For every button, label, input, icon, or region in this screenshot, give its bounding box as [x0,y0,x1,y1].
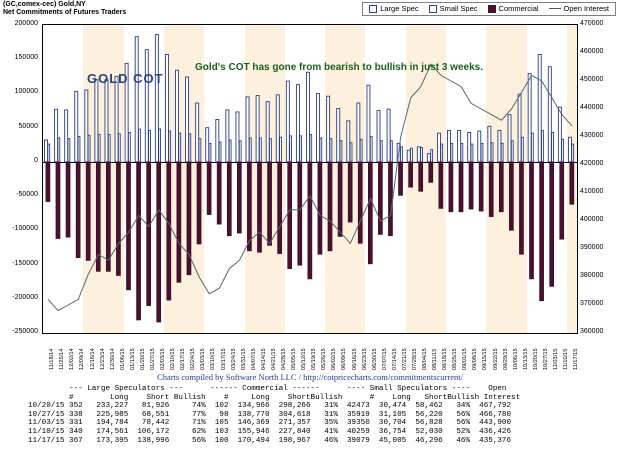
bar-large-spec [538,54,541,161]
bar-commercial [86,162,90,261]
legend-item [429,4,478,13]
table-row: 11/03/15 331 194,784 78,442 71% 105 146,369 271,357 35% 39350 30,704 56,828 56% 443,900 [28,419,512,428]
x-tick-label: 06/23/15 [361,348,368,370]
bar-small-spec [310,135,312,162]
x-tick-label: 12/16/14 [89,348,96,370]
bar-large-spec [337,109,340,162]
x-tick-label: 09/15/15 [482,348,489,370]
bar-small-spec [421,148,423,162]
x-tick-label: 01/13/15 [129,348,136,370]
bar-large-spec [266,102,269,162]
x-tick-label: 07/14/15 [391,348,398,370]
x-tick-label: 10/27/15 [542,348,549,370]
bar-small-spec [380,141,382,162]
bar-commercial [46,162,50,202]
x-tick-label: 04/07/15 [250,348,257,370]
bar-small-spec [270,139,272,162]
x-tick-label: 06/09/15 [341,348,348,370]
bar-commercial [207,162,211,215]
x-tick-label: 09/01/15 [462,348,469,370]
bar-large-spec [448,130,451,161]
subtitle-label: Net Commitments of Futures Traders [3,9,127,16]
bar-large-spec [367,85,370,162]
bar-commercial [358,162,362,243]
bar-commercial [126,162,130,290]
bar-commercial [76,162,80,258]
bar-commercial [177,162,181,282]
x-tick-label: 04/21/15 [270,348,277,370]
square-outline-icon [429,5,437,13]
y-tick-label-left: -200000 [12,293,38,301]
bar-commercial [550,162,554,287]
x-tick-label: 07/21/15 [401,348,408,370]
x-tick-label: 08/25/15 [452,348,459,370]
legend-label: Small Spec [439,4,478,13]
x-tick-label: 12/30/14 [109,348,116,370]
bar-small-spec [390,141,392,162]
square-outline-icon [369,5,377,13]
bar-large-spec [528,74,531,162]
chart-annotation: Gold's COT has gone from bearish to bullish in just 3 weeks. [195,62,483,73]
bar-small-spec [169,131,171,162]
bar-commercial [227,162,231,236]
legend-label: Open Interest [563,4,609,13]
bar-small-spec [481,143,483,161]
bar-large-spec [216,119,219,161]
x-tick-label: 10/20/15 [532,348,539,370]
bar-large-spec [95,80,98,162]
bar-large-spec [327,96,330,162]
bar-large-spec [347,121,350,162]
x-tick-label: 03/03/15 [200,348,207,370]
bar-commercial [479,162,483,211]
bar-small-spec [199,139,201,162]
x-tick-label: 09/29/15 [502,348,509,370]
y-tick-label-right: 450000 [580,76,604,83]
bar-commercial [318,162,322,254]
x-tick-label: 11/18/14 [49,348,56,370]
bar-small-spec [340,141,342,162]
bar-large-spec [568,137,571,162]
x-tick-label: 05/19/15 [311,348,318,370]
bar-small-spec [149,130,151,161]
bar-commercial [66,162,70,237]
bar-large-spec [498,130,501,161]
bar-small-spec [542,130,544,161]
bar-small-spec [118,134,120,162]
bar-large-spec [165,54,168,161]
legend-label: Commercial [498,4,539,13]
bar-commercial [197,162,201,244]
x-tick-label: 12/02/14 [69,348,76,370]
bar-large-spec [387,109,390,162]
legend-item [488,4,539,13]
bar-small-spec [209,143,211,161]
x-tick-label: 08/18/15 [442,348,449,370]
bar-large-spec [407,150,410,162]
bar-large-spec [508,115,511,162]
bar-commercial [459,162,463,212]
bar-small-spec [461,143,463,161]
x-tick-label: 06/16/15 [351,348,358,370]
bar-commercial [529,162,533,279]
bar-large-spec [488,126,491,162]
bar-commercial [429,162,433,183]
bar-small-spec [360,139,362,162]
bar-small-spec [139,129,141,162]
bar-small-spec [179,133,181,162]
x-tick-label: 03/24/15 [230,348,237,370]
bar-small-spec [471,144,473,162]
bar-large-spec [478,131,481,162]
table-row: 10/20/15 352 233,227 81,926 74% 102 134,966 298,266 31% 42473 30,474 58,462 34% 467,792 [28,402,512,411]
bar-large-spec [458,130,461,161]
x-tick-label: 10/13/15 [522,348,529,370]
x-tick-label: 10/06/15 [512,348,519,370]
bar-large-spec [65,110,68,162]
bar-large-spec [115,76,118,162]
bar-large-spec [236,112,239,162]
bar-commercial [388,162,392,236]
x-tick-label: 02/24/15 [190,348,197,370]
x-tick-label: 12/09/14 [79,348,86,370]
y-tick-label-left: 100000 [14,88,38,96]
x-tick-label: 09/08/15 [472,348,479,370]
bar-commercial [288,162,292,269]
bar-commercial [338,162,342,237]
bar-large-spec [276,95,279,162]
bar-large-spec [45,140,48,162]
bar-commercial [399,162,403,196]
y-tick-label-right: 470000 [580,20,604,27]
y-tick-label-left: 0 [34,156,38,164]
bar-small-spec [572,144,574,162]
bar-commercial [157,162,161,322]
bar-commercial [167,162,171,300]
table-group-header: --- Large Speculators --- ------ Commercial ------ ---- Small Speculators ---- Open [28,385,507,393]
bar-commercial [519,162,523,254]
x-tick-label: 06/30/15 [371,348,378,370]
bar-commercial [570,162,574,204]
bar-commercial [116,162,120,276]
legend-item [549,4,609,13]
bar-large-spec [548,67,551,162]
bar-commercial [378,162,382,235]
chart-header [0,0,620,24]
bar-small-spec [68,139,70,162]
bar-small-spec [491,143,493,162]
bar-commercial [278,162,282,254]
bar-large-spec [186,77,189,162]
x-tick-label: 12/23/14 [99,348,106,370]
bar-large-spec [105,80,108,162]
y-tick-label-left: -100000 [12,225,38,233]
bar-small-spec [249,138,251,162]
bar-small-spec [531,133,533,162]
y-tick-label-left: 200000 [14,20,38,27]
bar-small-spec [330,139,332,162]
bar-large-spec [286,81,289,162]
bar-large-spec [518,94,521,162]
table-column-header: # Long Short Bullish # Long ShortBullish # Long ShortBullish Interest [28,393,521,402]
bar-large-spec [377,111,380,162]
bar-large-spec [226,110,229,162]
bar-commercial [409,162,413,187]
bar-small-spec [441,144,443,162]
bar-commercial [348,162,352,222]
x-tick-label: 09/22/15 [492,348,499,370]
y-tick-label-right: 410000 [580,188,604,195]
x-tick-label: 08/04/15 [422,348,429,370]
x-tick-label: 03/17/15 [220,348,227,370]
y-tick-label-left: 50000 [18,122,38,130]
y-tick-label-right: 430000 [580,132,604,139]
bar-large-spec [317,93,320,161]
bar-commercial [217,162,221,224]
bar-small-spec [501,143,503,161]
bar-large-spec [196,103,199,162]
bar-large-spec [427,154,430,162]
bar-large-spec [558,107,561,162]
x-tick-label: 03/31/15 [240,348,247,370]
y-tick-label-right: 400000 [580,216,604,223]
y-tick-label-right: 380000 [580,272,604,279]
bar-small-spec [400,147,402,162]
y-tick-label-left: 150000 [14,54,38,62]
bar-commercial [449,162,453,212]
legend-item [369,4,418,13]
bar-large-spec [155,35,158,162]
bar-small-spec [431,150,433,162]
bar-large-spec [135,37,138,162]
bar-small-spec [300,136,302,162]
bar-commercial [328,162,332,251]
x-tick-label: 11/10/15 [563,348,570,370]
bar-small-spec [350,143,352,162]
bar-commercial [147,162,151,306]
bar-large-spec [75,91,78,162]
x-tick-label: 04/14/15 [260,348,267,370]
x-tick-label: 08/11/15 [432,348,439,370]
x-tick-label: 04/28/15 [280,348,287,370]
data-table [28,385,520,445]
chart-title: GOLD COT [87,71,164,86]
x-tick-label: 02/10/15 [170,348,177,370]
bar-large-spec [176,70,179,162]
bar-small-spec [189,134,191,162]
line-icon [549,8,561,9]
x-tick-label: 11/03/15 [553,348,559,370]
x-tick-label: 07/07/15 [381,348,388,370]
x-tick-label: 01/27/15 [149,348,156,370]
y-tick-label-right: 370000 [580,300,604,307]
table-row: 11/17/15 367 173,395 138,996 56% 100 170,494 198,967 46% 39079 45,005 46,296 46% 435,376 [28,436,512,445]
x-axis-labels [42,336,578,372]
bar-large-spec [306,72,309,162]
bar-small-spec [511,141,513,162]
bar-small-spec [48,144,50,162]
credit-line: Charts compiled by Software North LLC / http://cotpricecharts.com/commitmentscurrent/ [157,372,463,382]
bar-small-spec [259,138,261,162]
bar-small-spec [280,137,282,162]
bar-large-spec [357,103,360,162]
bar-large-spec [145,50,148,162]
x-tick-label: 05/05/15 [291,348,298,370]
bar-commercial [439,162,443,209]
bar-large-spec [468,132,471,161]
y-tick-label-right: 360000 [580,328,604,335]
bar-small-spec [219,142,221,162]
bar-small-spec [451,143,453,161]
bar-small-spec [229,140,231,162]
bar-large-spec [256,96,259,162]
y-tick-label-left: -150000 [12,259,38,267]
y-tick-label-left: -250000 [12,328,38,335]
x-tick-label: 01/06/15 [119,348,126,370]
bar-commercial [237,162,241,233]
x-tick-label: 01/20/15 [139,348,146,370]
bar-commercial [137,162,141,320]
x-tick-label: 07/28/15 [411,348,418,370]
bar-small-spec [98,135,100,162]
bar-large-spec [296,85,299,162]
bar-commercial [56,162,60,239]
table-row: 11/10/15 340 174,561 106,172 62% 103 155,946 227,840 41% 40259 36,754 52,030 52% 436,426 [28,427,512,436]
bar-commercial [298,162,302,265]
x-tick-label: 06/02/15 [331,348,338,370]
bar-small-spec [370,137,372,162]
bar-large-spec [437,133,440,162]
bar-commercial [106,162,110,272]
square-filled-icon [488,5,496,13]
y-tick-label-left: -50000 [16,191,38,199]
bar-commercial [368,162,372,264]
bar-commercial [540,162,544,301]
bar-commercial [268,162,272,246]
chart-legend [362,2,616,16]
bar-large-spec [55,109,58,162]
plot-area [42,24,578,334]
bar-large-spec [417,147,420,162]
bar-small-spec [552,132,554,161]
bar-small-spec [108,135,110,162]
x-tick-label: 11/25/14 [59,348,66,370]
x-tick-label: 02/03/15 [160,348,167,370]
bar-large-spec [246,97,249,162]
bar-small-spec [411,148,413,162]
bar-small-spec [290,136,292,162]
y-tick-label-right: 460000 [580,48,604,55]
table-row: 10/27/15 338 225,985 68,551 77% 98 138,770 304,618 31% 35919 31,105 56,220 56% 466,780 [28,410,512,419]
bar-commercial [308,162,312,279]
x-tick-label: 05/26/15 [321,348,328,370]
bar-small-spec [88,135,90,162]
bar-small-spec [128,132,130,161]
x-tick-label: 05/12/15 [301,348,308,370]
bar-commercial [247,162,251,251]
y-tick-label-right: 440000 [580,104,604,111]
bar-commercial [257,162,261,252]
bar-small-spec [521,137,523,162]
instrument-label: (GC,comex-cec) Gold,NY [3,1,86,8]
y-tick-label-right: 390000 [580,244,604,251]
bar-small-spec [562,139,564,162]
bar-commercial [509,162,513,230]
bar-small-spec [159,129,161,162]
bar-small-spec [239,141,241,162]
y-tick-label-right: 420000 [580,160,604,167]
bar-commercial [499,162,503,212]
bar-commercial [560,162,564,239]
bar-small-spec [78,137,80,162]
bar-large-spec [206,128,209,162]
bar-large-spec [85,90,88,162]
x-tick-label: 03/10/15 [210,348,217,370]
bar-commercial [469,162,473,209]
bar-commercial [419,162,423,191]
x-tick-label: 02/17/15 [180,348,187,370]
x-tick-label: 11/17/15 [573,348,580,370]
bar-small-spec [58,138,60,162]
bar-small-spec [320,138,322,162]
bar-commercial [489,162,493,217]
legend-label: Large Spec [380,4,419,13]
